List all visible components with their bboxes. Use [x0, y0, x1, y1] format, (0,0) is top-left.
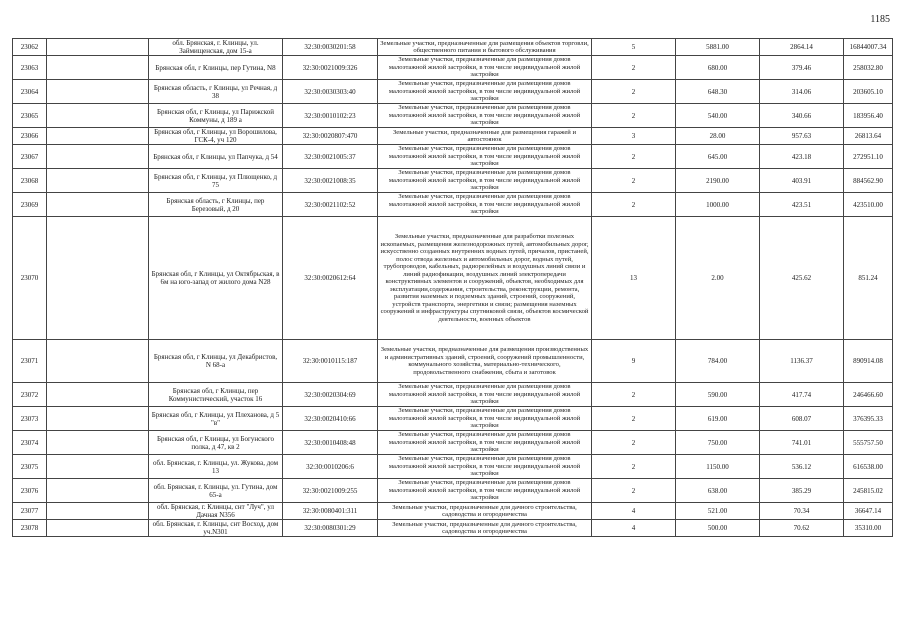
cell-spacer [47, 455, 149, 479]
table-row [13, 193, 893, 217]
cell-cadastral-number: 32:30:0080401:311 [283, 503, 378, 520]
cell-address: обл. Брянская, г. Клинцы, ул. Гутина, дом 65-а [149, 479, 283, 503]
cell-id: 23070 [13, 217, 47, 340]
cell-area: 590.00 [676, 383, 760, 407]
cell-land-use: Земельные участки, предназначенные для размещения домов малоэтажной жилой застройки, в том числе индивидуальной жилой застройки [378, 431, 592, 455]
cell-cadastral-number: 32:30:0020304:69 [283, 383, 378, 407]
cell-cadastral-number: 32:30:0021102:52 [283, 193, 378, 217]
cell-specific-value: 379.46 [760, 56, 844, 80]
table-row [13, 169, 893, 193]
cell-spacer [47, 383, 149, 407]
cell-group: 2 [592, 56, 676, 80]
cell-group: 2 [592, 383, 676, 407]
cell-cadastral-value: 851.24 [844, 217, 893, 340]
cell-address: обл. Брянская, г. Клинцы, снт "Луч", ул Дачная N356 [149, 503, 283, 520]
table-row [13, 80, 893, 104]
cell-id: 23065 [13, 104, 47, 128]
cell-area: 2190.00 [676, 169, 760, 193]
cell-id: 23066 [13, 128, 47, 145]
cell-spacer [47, 479, 149, 503]
cell-address: Брянская обл, г Клинцы, ул Декабристов, N 68-а [149, 340, 283, 383]
cell-specific-value: 314.06 [760, 80, 844, 104]
page-number: 1185 [870, 14, 890, 25]
cell-cadastral-number: 32:30:0021009:255 [283, 479, 378, 503]
cell-spacer [47, 39, 149, 56]
cell-cadastral-value: 616538.00 [844, 455, 893, 479]
cell-group: 2 [592, 407, 676, 431]
cell-cadastral-number: 32:30:0010115:187 [283, 340, 378, 383]
cell-specific-value: 417.74 [760, 383, 844, 407]
cell-area: 28.00 [676, 128, 760, 145]
table-row [13, 455, 893, 479]
cell-area: 1150.00 [676, 455, 760, 479]
cell-spacer [47, 217, 149, 340]
cell-group: 9 [592, 340, 676, 383]
table-row [13, 39, 893, 56]
cell-land-use: Земельные участки, предназначенные для дачного строительства, садоводства и огородничества [378, 503, 592, 520]
cell-address: Брянская область, г Клинцы, пер Березовый, д 20 [149, 193, 283, 217]
cell-cadastral-number: 32:30:0010408:48 [283, 431, 378, 455]
cell-area: 648.30 [676, 80, 760, 104]
cell-spacer [47, 193, 149, 217]
table-row [13, 217, 893, 340]
cell-area: 645.00 [676, 145, 760, 169]
cell-address: Брянская обл, г Клинцы, ул Плющенко, д 75 [149, 169, 283, 193]
cell-specific-value: 2864.14 [760, 39, 844, 56]
cell-address: обл. Брянская, г. Клинцы, ул. Займищенская, дом 15-а [149, 39, 283, 56]
cell-land-use: Земельные участки, предназначенные для размещения гаражей и автостоянок [378, 128, 592, 145]
cell-group: 2 [592, 479, 676, 503]
cell-spacer [47, 80, 149, 104]
cell-land-use: Земельные участки, предназначенные для размещения домов малоэтажной жилой застройки, в том числе индивидуальной жилой застройки [378, 145, 592, 169]
cell-land-use: Земельные участки, предназначенные для размещения домов малоэтажной жилой застройки, в том числе индивидуальной жилой застройки [378, 104, 592, 128]
cell-cadastral-value: 183956.40 [844, 104, 893, 128]
cell-address: Брянская область, г Клинцы, ул Речная, д 38 [149, 80, 283, 104]
cell-group: 2 [592, 431, 676, 455]
cell-cadastral-number: 32:30:0020807:470 [283, 128, 378, 145]
cell-spacer [47, 169, 149, 193]
table-body [13, 39, 893, 537]
table-row [13, 56, 893, 80]
table-row [13, 407, 893, 431]
cell-cadastral-number: 32:30:0010102:23 [283, 104, 378, 128]
cell-specific-value: 741.01 [760, 431, 844, 455]
cell-spacer [47, 520, 149, 537]
cell-cadastral-value: 35310.00 [844, 520, 893, 537]
cell-cadastral-number: 32:30:0021005:37 [283, 145, 378, 169]
cell-area: 619.00 [676, 407, 760, 431]
cell-specific-value: 70.62 [760, 520, 844, 537]
table-row [13, 503, 893, 520]
cell-cadastral-number: 32:30:0030201:58 [283, 39, 378, 56]
cell-id: 23078 [13, 520, 47, 537]
table-row [13, 383, 893, 407]
cell-group: 4 [592, 503, 676, 520]
cell-spacer [47, 503, 149, 520]
cell-cadastral-value: 203605.10 [844, 80, 893, 104]
cell-land-use: Земельные участки, предназначенные для размещения домов малоэтажной жилой застройки, в том числе индивидуальной жилой застройки [378, 56, 592, 80]
cell-cadastral-value: 884562.90 [844, 169, 893, 193]
table-row [13, 520, 893, 537]
cell-area: 1000.00 [676, 193, 760, 217]
cell-cadastral-number: 32:30:0021008:35 [283, 169, 378, 193]
cell-address: Брянская обл, г Клинцы, ул Ворошилова, ГСК-4, уч 120 [149, 128, 283, 145]
cell-spacer [47, 145, 149, 169]
cell-specific-value: 608.07 [760, 407, 844, 431]
cell-cadastral-value: 272951.10 [844, 145, 893, 169]
cell-id: 23077 [13, 503, 47, 520]
cell-cadastral-number: 32:30:0021009:326 [283, 56, 378, 80]
cell-cadastral-value: 890914.08 [844, 340, 893, 383]
cell-id: 23076 [13, 479, 47, 503]
cell-group: 2 [592, 455, 676, 479]
cell-area: 540.00 [676, 104, 760, 128]
cell-address: Брянская обл, г Клинцы, ул Плеханова, д 5 "в" [149, 407, 283, 431]
cell-id: 23068 [13, 169, 47, 193]
cell-group: 2 [592, 80, 676, 104]
cell-id: 23072 [13, 383, 47, 407]
cell-group: 2 [592, 169, 676, 193]
cell-cadastral-value: 245815.02 [844, 479, 893, 503]
cell-land-use: Земельные участки, предназначенные для размещения объектов торговли, общественного питания и бытового обслуживания [378, 39, 592, 56]
table-row [13, 145, 893, 169]
cell-address: Брянская обл, г Клинцы, ул Парижской Коммуны, д 189 а [149, 104, 283, 128]
cell-cadastral-value: 26813.64 [844, 128, 893, 145]
cell-cadastral-value: 376395.33 [844, 407, 893, 431]
cell-address: Брянская обл, г Клинцы, пер Коммунистический, участок 16 [149, 383, 283, 407]
cell-area: 680.00 [676, 56, 760, 80]
cell-cadastral-number: 32:30:0030303:40 [283, 80, 378, 104]
cell-id: 23071 [13, 340, 47, 383]
cell-area: 521.00 [676, 503, 760, 520]
cell-area: 2.00 [676, 217, 760, 340]
cell-spacer [47, 407, 149, 431]
cell-land-use: Земельные участки, предназначенные для размещения домов малоэтажной жилой застройки, в том числе индивидуальной жилой застройки [378, 193, 592, 217]
cell-land-use: Земельные участки, предназначенные для размещения производственных и административных зданий, строений, сооружений промышленности, коммунального хозяйства, материально-технического, продовольственного снабжения, сбыта и заготовок [378, 340, 592, 383]
cell-area: 5881.00 [676, 39, 760, 56]
cell-specific-value: 403.91 [760, 169, 844, 193]
cell-cadastral-number: 32:30:0080301:29 [283, 520, 378, 537]
cell-id: 23074 [13, 431, 47, 455]
cell-group: 3 [592, 128, 676, 145]
cell-id: 23067 [13, 145, 47, 169]
cell-specific-value: 423.18 [760, 145, 844, 169]
cell-id: 23063 [13, 56, 47, 80]
cell-specific-value: 1136.37 [760, 340, 844, 383]
cell-address: обл. Брянская, г. Клинцы, ул. Жукова, дом 13 [149, 455, 283, 479]
cell-specific-value: 423.51 [760, 193, 844, 217]
cell-specific-value: 425.62 [760, 217, 844, 340]
cell-cadastral-value: 246466.60 [844, 383, 893, 407]
cell-id: 23064 [13, 80, 47, 104]
cell-land-use: Земельные участки, предназначенные для дачного строительства, садоводства и огородничества [378, 520, 592, 537]
cell-cadastral-value: 555757.50 [844, 431, 893, 455]
cell-cadastral-number: 32:30:0020612:64 [283, 217, 378, 340]
cadastral-table [12, 38, 893, 537]
table-row [13, 479, 893, 503]
cell-land-use: Земельные участки, предназначенные для разработки полезных ископаемых, размещения железнодорожных путей, автомобильных дорог, искусственно созданных внутренних водных путей, причалов, пристаней, полос отвода железных и автомобильных дорог, водных путей, трубопроводов, кабельных, радиорелейных и воздушных линий связи и линий радиофикации, воздушных линий электропередачи конструктивных элементов и сооружений, объектов, необходимых для эксплуатации,содержания, строительства, реконструкции, ремонта, развития наземных и подземных зданий, строений, сооружений, устройств транспорта, энергетики и связи; размещения наземных сооружений и инфраструктуры спутниковой связи, объектов космической деятельности, военных объектов [378, 217, 592, 340]
cell-area: 750.00 [676, 431, 760, 455]
cell-cadastral-number: 32:30:0020410:66 [283, 407, 378, 431]
cell-area: 784.00 [676, 340, 760, 383]
cell-cadastral-value: 36647.14 [844, 503, 893, 520]
cell-land-use: Земельные участки, предназначенные для размещения домов малоэтажной жилой застройки, в том числе индивидуальной жилой застройки [378, 455, 592, 479]
cell-land-use: Земельные участки, предназначенные для размещения домов малоэтажной жилой застройки, в том числе индивидуальной жилой застройки [378, 169, 592, 193]
cell-address: Брянская обл, г Клинцы, пер Гутина, N8 [149, 56, 283, 80]
cell-specific-value: 957.63 [760, 128, 844, 145]
cell-area: 638.00 [676, 479, 760, 503]
cell-cadastral-value: 258032.80 [844, 56, 893, 80]
table-row [13, 431, 893, 455]
cell-spacer [47, 128, 149, 145]
table-row [13, 340, 893, 383]
cell-spacer [47, 56, 149, 80]
cell-group: 2 [592, 145, 676, 169]
cell-group: 2 [592, 104, 676, 128]
cell-specific-value: 536.12 [760, 455, 844, 479]
cell-spacer [47, 104, 149, 128]
cell-spacer [47, 340, 149, 383]
cell-cadastral-value: 16844007.34 [844, 39, 893, 56]
cell-id: 23073 [13, 407, 47, 431]
cell-land-use: Земельные участки, предназначенные для размещения домов малоэтажной жилой застройки, в том числе индивидуальной жилой застройки [378, 383, 592, 407]
cell-id: 23069 [13, 193, 47, 217]
cell-address: обл. Брянская, г. Клинцы, снт Восход, дом уч.N301 [149, 520, 283, 537]
cell-cadastral-value: 423510.00 [844, 193, 893, 217]
cell-land-use: Земельные участки, предназначенные для размещения домов малоэтажной жилой застройки, в том числе индивидуальной жилой застройки [378, 479, 592, 503]
cell-address: Брянская обл, г Клинцы, ул Богунского полка, д 47, кв 2 [149, 431, 283, 455]
cell-area: 500.00 [676, 520, 760, 537]
cell-land-use: Земельные участки, предназначенные для размещения домов малоэтажной жилой застройки, в том числе индивидуальной жилой застройки [378, 80, 592, 104]
cell-specific-value: 385.29 [760, 479, 844, 503]
table-row [13, 128, 893, 145]
cell-specific-value: 340.66 [760, 104, 844, 128]
cell-id: 23062 [13, 39, 47, 56]
cell-land-use: Земельные участки, предназначенные для размещения домов малоэтажной жилой застройки, в том числе индивидуальной жилой застройки [378, 407, 592, 431]
cell-id: 23075 [13, 455, 47, 479]
cell-specific-value: 70.34 [760, 503, 844, 520]
cell-group: 2 [592, 193, 676, 217]
cell-address: Брянская обл, г Клинцы, ул Октябрьская, в 6м на юго-запад от жилого дома N28 [149, 217, 283, 340]
cell-group: 5 [592, 39, 676, 56]
cell-address: Брянская обл, г Клинцы, ул Папчука, д 54 [149, 145, 283, 169]
table-row [13, 104, 893, 128]
cell-group: 4 [592, 520, 676, 537]
cell-spacer [47, 431, 149, 455]
cell-cadastral-number: 32:30:0010206:6 [283, 455, 378, 479]
cell-group: 13 [592, 217, 676, 340]
